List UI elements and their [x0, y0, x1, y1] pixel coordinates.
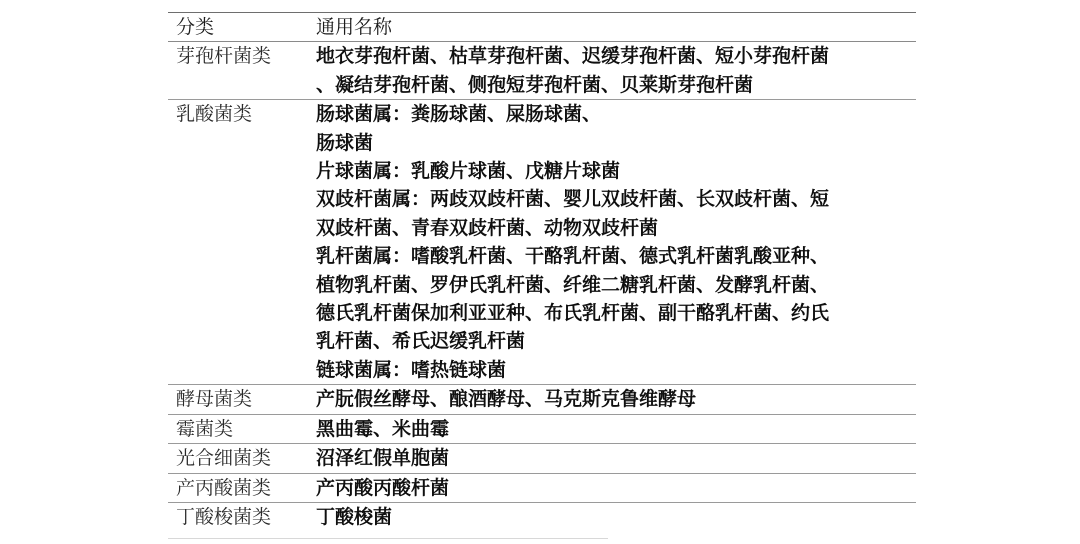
names-cell: [308, 444, 916, 473]
names-line: 植物乳杆菌、罗伊氏乳杆菌、纤维二糖乳杆菌、发酵乳杆菌、: [316, 273, 830, 296]
header-row: [168, 13, 916, 42]
names-line: 地衣芽孢杆菌、枯草芽孢杆菌、迟缓芽孢杆菌、短小芽孢杆菌: [316, 45, 830, 68]
category-cell: 霉菌类: [176, 417, 234, 440]
table-row-propionic-acid-bacteria: [168, 473, 916, 502]
table-row-clostridium-butyricum: [168, 502, 916, 531]
names-cell: [308, 473, 916, 502]
names-cell: [308, 414, 916, 443]
table-row-lactic-acid-bacteria: [168, 100, 916, 385]
header-category: 分类: [176, 16, 215, 38]
names-line: 沼泽红假单胞菌: [316, 447, 450, 470]
category-cell: 酵母菌类: [176, 388, 253, 411]
category-cell: 乳酸菌类: [176, 103, 253, 126]
names-cell: [308, 42, 916, 100]
names-line: 肠球菌属：粪肠球菌、屎肠球菌、: [316, 103, 602, 126]
table-body: [168, 42, 916, 531]
names-line: 乳杆菌、希氏迟缓乳杆菌: [316, 330, 526, 353]
category-cell: 光合细菌类: [176, 447, 272, 470]
names-line: 德氏乳杆菌保加利亚亚种、布氏乳杆菌、副干酪乳杆菌、约氏: [316, 302, 830, 325]
names-cell: [308, 502, 916, 531]
header-common-name: 通用名称: [316, 16, 393, 38]
bottom-divider: [168, 538, 608, 539]
table-row-yeast: [168, 385, 916, 414]
names-line: 链球菌属：嗜热链球菌: [316, 358, 507, 381]
table-row-bacillus: [168, 42, 916, 100]
table-header: [168, 13, 916, 42]
names-line: 丁酸梭菌: [316, 505, 393, 528]
category-cell: 丁酸梭菌类: [176, 505, 272, 528]
probiotic-strain-table-container: [168, 12, 916, 531]
category-cell: 产丙酸菌类: [176, 476, 272, 499]
probiotic-strain-table: [168, 12, 916, 531]
table-row-photosynthetic-bacteria: [168, 444, 916, 473]
names-line: 、凝结芽孢杆菌、侧孢短芽孢杆菌、贝莱斯芽孢杆菌: [316, 73, 754, 96]
names-line: 双歧杆菌属：两歧双歧杆菌、婴儿双歧杆菌、长双歧杆菌、短: [316, 188, 830, 211]
category-cell: 芽孢杆菌类: [176, 45, 272, 68]
names-line: 双歧杆菌、青春双歧杆菌、动物双歧杆菌: [316, 216, 659, 239]
names-line: 肠球菌: [316, 131, 374, 154]
names-cell: [308, 385, 916, 414]
names-line: 乳杆菌属：嗜酸乳杆菌、干酪乳杆菌、德式乳杆菌乳酸亚种、: [316, 245, 830, 268]
table-row-mold: [168, 414, 916, 443]
names-line: 黑曲霉、米曲霉: [316, 417, 450, 440]
names-line: 片球菌属：乳酸片球菌、戊糖片球菌: [316, 160, 621, 183]
names-line: 产丙酸丙酸杆菌: [316, 476, 450, 499]
names-line: 产朊假丝酵母、酿酒酵母、马克斯克鲁维酵母: [316, 388, 697, 411]
names-cell: [308, 100, 916, 385]
